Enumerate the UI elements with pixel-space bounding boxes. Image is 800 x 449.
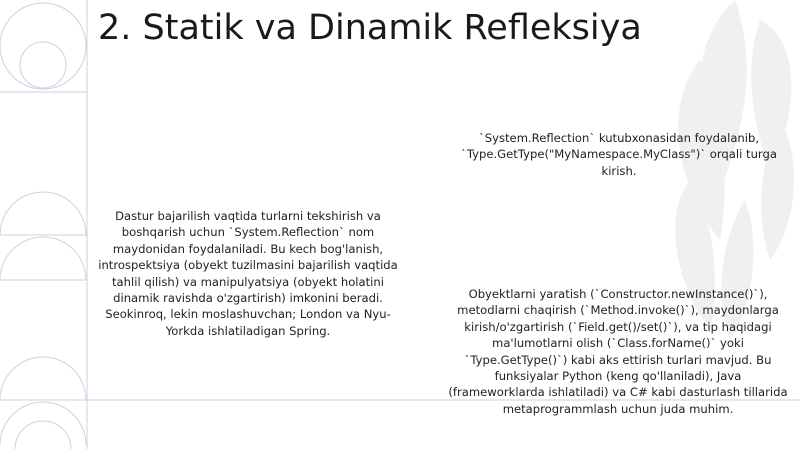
right-top-text-block: `System.Reflection` kutubxonasidan foydalanib, `Type.GetType("MyNamespace.MyClass")` orqali turga kirish. [461, 131, 777, 178]
right-bottom-text-block: Obyektlarni yaratish (`Constructor.newInstance()`), metodlarni chaqirish (`Method.invoke()`), maydonlarga kirish/o'zgartirish (`Field.get()/set()`), va tip haqidagi ma'lumotlarni olish (`Class.forName()` yoki `Type.GetType()`) kabi aks ettirish turlari mavjud. Bu funksiyalar Python (keng qo'llaniladi), Java (frameworklarda ishlatiladi) va C# kabi dasturlash tillarida metaprogrammlash uchun juda muhim. [448, 287, 788, 416]
left-text-block: Dastur bajarilish vaqtida turlarni tekshirish va boshqarish uchun `System.Reflection` nom maydonidan foydalaniladi. Bu kech bog'lanish, introspektsiya (obyekt tuzilmasini bajarilish vaqtida tahlil qilish) va manipulyatsiya (obyekt holatini dinamik ravishda o'zgartirish) imkonini beradi. Seokinroq, lekin moslashuvchan; London va Nyu-Yorkda ishlatiladigan Spring. [98, 209, 398, 338]
slide-title: 2. Statik va Dinamik Refleksiya [98, 8, 642, 48]
